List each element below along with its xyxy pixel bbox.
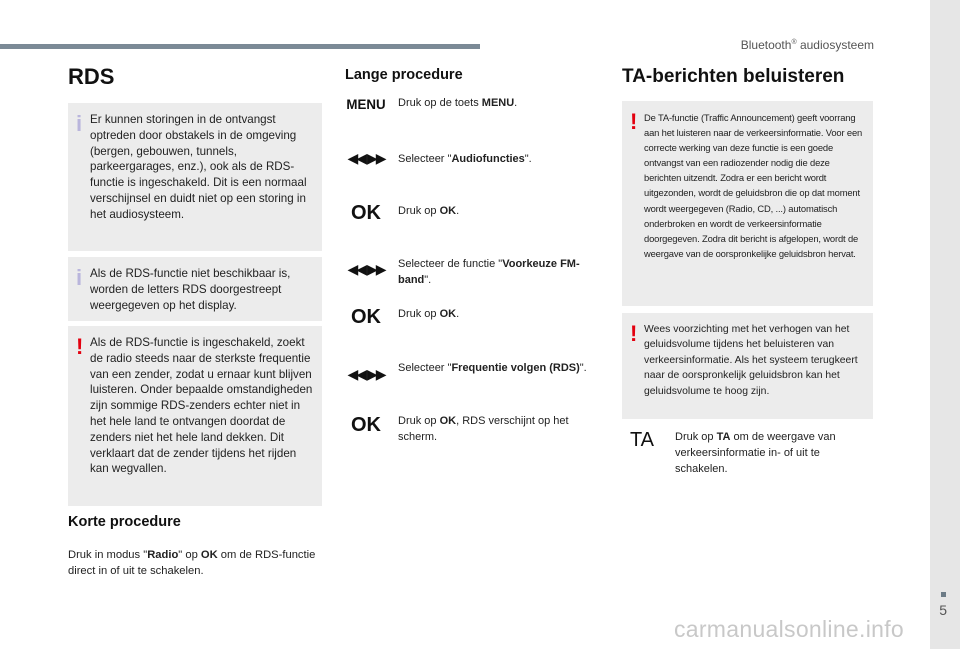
section-title: Bluetooth® audiosysteem xyxy=(740,38,874,52)
korte-heading: Korte procedure xyxy=(68,514,181,530)
step-7-text: Druk op OK, RDS verschijnt op het scherm. xyxy=(398,415,569,443)
warning-icon: ! xyxy=(630,321,638,346)
lange-heading: Lange procedure xyxy=(345,67,463,83)
step-2-text: Selecteer "Audiofuncties". xyxy=(398,153,532,165)
ok-button-icon: OK xyxy=(351,202,381,224)
arrows-icon: ◀◀ ▶▶ xyxy=(347,261,385,277)
watermark: carmanualsonline.info xyxy=(673,616,904,642)
menu-button-icon: MENU xyxy=(346,96,386,112)
info-icon: i xyxy=(76,111,83,136)
info-text: Als de RDS-functie niet beschikbaar is, worden de letters RDS doorgestreept weergegeven op het display. xyxy=(90,267,291,312)
warning-text: Wees voorzichting met het verhogen van het geluidsvolume tijdens het beluisteren van verkeersinformatie. Als het systeem terugkeert naar de oorspronkelijk geluidsbron kan het geluidsvolume te hoog zijn. xyxy=(644,324,858,397)
warning-box-rds xyxy=(68,326,322,506)
step-4-text: Selecteer de functie "Voorkeuze FM-band". xyxy=(398,258,580,286)
step-3-text: Druk op OK. xyxy=(398,205,460,217)
warning-text: De TA-functie (Traffic Announcement) geeft voorrang aan het luisteren naar de verkeersinformatie. Voor een correcte werking van deze functie is een goede ontvangst van een radiozender nodig die deze berichten uitzendt. Zodra er een bericht wordt uitgezonden, wordt de geluidsbron die op dat moment wordt weergegeven (Radio, CD, ...) automatisch onderbroken en wordt de verkeersinformatie doorgegeven. Zodra dit bericht is afgelopen, wordt de weergave van de oorspronkelijke geluidsbron hervat. xyxy=(644,112,863,259)
header-rule xyxy=(0,44,480,49)
info-icon: i xyxy=(76,265,83,290)
arrows-icon: ◀◀ ▶▶ xyxy=(347,150,385,166)
arrows-icon: ◀◀ ▶▶ xyxy=(347,366,385,382)
info-box-display xyxy=(68,257,322,321)
info-box-reception xyxy=(68,103,322,251)
page-sidebar xyxy=(930,0,960,649)
warning-text: Als de RDS-functie is ingeschakeld, zoekt de radio steeds naar de sterkste frequentie van een zender, zodat u ernaar kunt blijven luisteren. Onder bepaalde omstandigheden zijn sommige RDS-zenders echter niet in het hele land te ontvangen doordat de zenders niet het hele land dekken. Dit verklaart dat de zender tijdens het rijden kan wegvallen. xyxy=(90,336,313,476)
ta-heading: TA-berichten beluisteren xyxy=(622,66,845,87)
warning-box-volume xyxy=(622,313,873,419)
warning-box-ta xyxy=(622,101,873,306)
ok-button-icon: OK xyxy=(351,414,381,436)
step-5-text: Druk op OK. xyxy=(398,308,460,320)
info-text: Er kunnen storingen in de ontvangst optreden door obstakels in de omgeving (bergen, gebouwen, tunnels, parkeergarages, enz.), ook als de RDS-functie is ingeschakeld. Dit is een normaal verschijnsel en duidt niet op een storing in het audiosysteem. xyxy=(90,113,307,221)
ok-button-icon: OK xyxy=(351,306,381,328)
page-number: 5 xyxy=(939,602,947,618)
step-6-text: Selecteer "Frequentie volgen (RDS)". xyxy=(398,362,587,374)
ta-button-icon: TA xyxy=(629,429,655,451)
ta-step-text: Druk op TA om de weergave van verkeersinformatie in- of uit te schakelen. xyxy=(675,431,836,475)
warning-icon: ! xyxy=(76,334,84,359)
warning-icon: ! xyxy=(630,109,638,134)
rds-heading: RDS xyxy=(68,64,115,89)
korte-text: Druk in modus "Radio" op OK om de RDS-functie direct in of uit te schakelen. xyxy=(68,549,316,577)
step-1-text: Druk op de toets MENU. xyxy=(398,97,518,109)
page-marker xyxy=(941,592,946,597)
